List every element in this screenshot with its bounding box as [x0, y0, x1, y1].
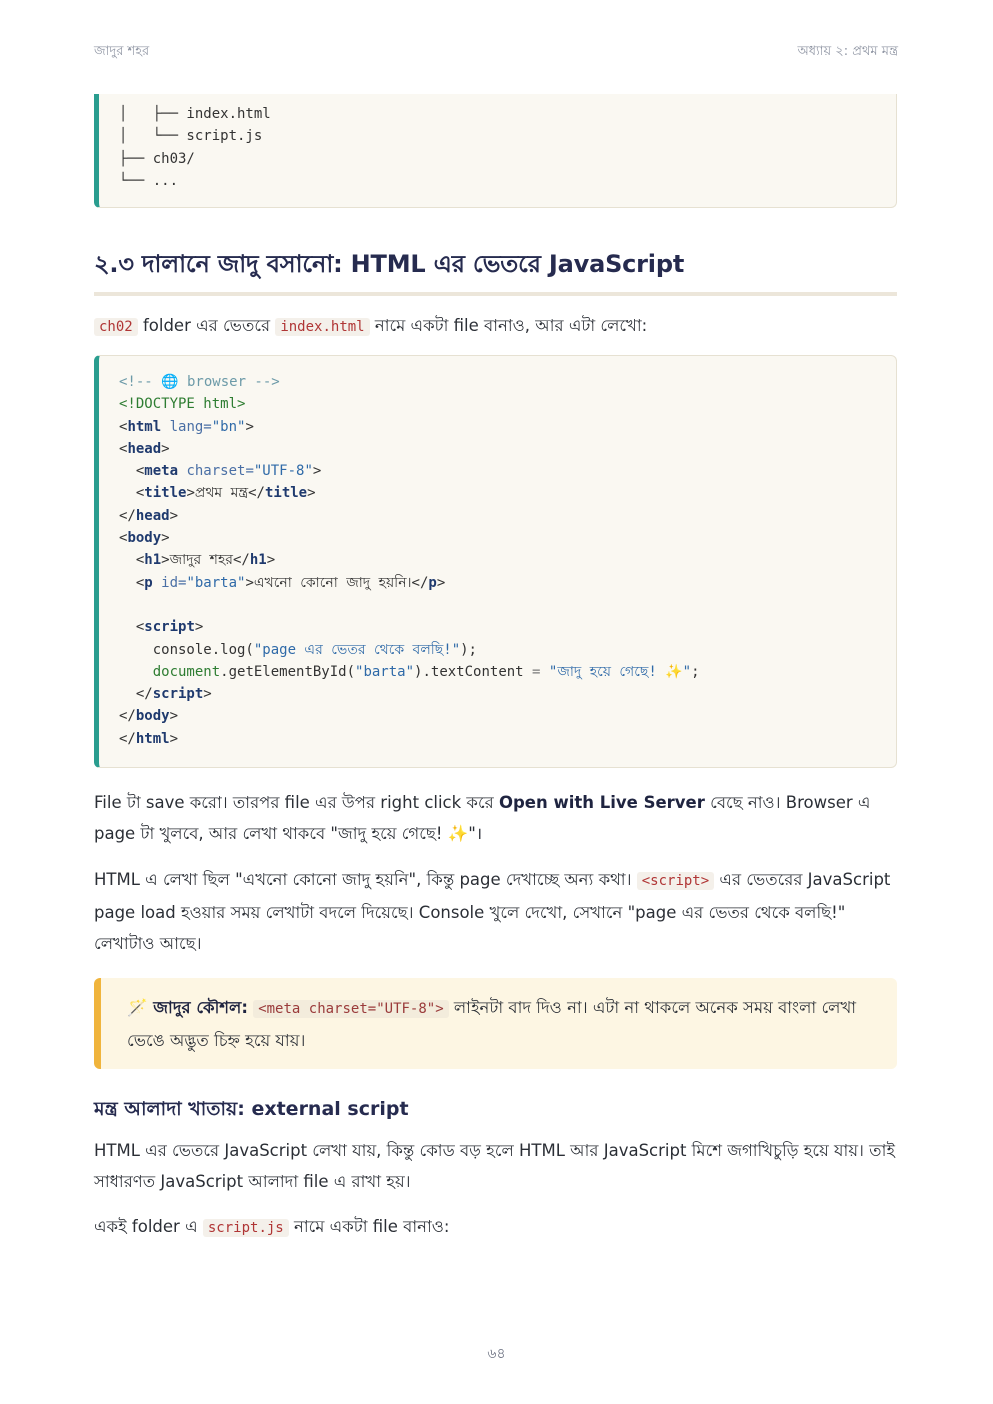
code-punct: </ [119, 686, 153, 703]
code-tag: meta [144, 463, 179, 480]
tree-line: │ └── script.js [119, 128, 263, 145]
code-line [119, 661, 876, 683]
code-punct: < [119, 418, 128, 435]
code-tag: p [428, 574, 437, 591]
code-attr: lang= [161, 418, 212, 435]
code-space [540, 664, 548, 680]
code-line [119, 527, 876, 549]
code-string: "barta" [355, 663, 415, 680]
tree-line: └── ... [119, 172, 179, 189]
code-punct: > [245, 418, 254, 435]
code-line [119, 371, 876, 393]
code-text: >এখনো কোনো জাদু হয়নি।</ [245, 574, 429, 591]
folder-tree-code-block [94, 94, 897, 208]
code-line [119, 639, 876, 661]
code-line [119, 728, 876, 750]
inline-code-script-file: script.js [203, 1219, 289, 1237]
code-punct: < [119, 574, 145, 591]
code-punct: > [169, 507, 179, 524]
code-tag: html [127, 418, 162, 435]
paragraph-text: বেছে নাও। Browser এ page টা খুলবে, আর লেখা থাকবে "জাদু হয়ে গেছে! ✨"। [94, 793, 871, 843]
code-punct: > [161, 440, 170, 457]
code-text: >জাদুর শহর</ [161, 552, 250, 569]
code-punct: > [169, 708, 179, 725]
code-line [119, 705, 876, 727]
code-text: >প্রথম মন্ত্র</ [186, 485, 265, 502]
explanation-paragraph [94, 864, 897, 959]
code-punct: ; [691, 663, 700, 680]
code-indent [119, 664, 153, 680]
code-operator: = [532, 663, 541, 680]
paragraph-text: HTML এ লেখা ছিল "এখনো কোনো জাদু হয়নি", কিন্তু page দেখাচ্ছে অন্য কথা। [94, 870, 637, 889]
code-line [119, 460, 876, 482]
code-punct: > [436, 574, 446, 591]
code-attr: id= [152, 574, 187, 591]
inline-code-filename: index.html [275, 318, 369, 336]
live-server-paragraph [94, 787, 897, 849]
code-tag: title [264, 485, 308, 502]
code-tag: script [152, 686, 204, 703]
subsection-heading: মন্ত্র আলাদা খাতায়: external script [94, 1098, 409, 1120]
code-object: document [152, 663, 221, 680]
code-punct: </ [119, 708, 136, 725]
code-string: "bn" [211, 418, 246, 435]
tree-line: ├── ch03/ [119, 150, 195, 167]
running-header-book-title: জাদুর শহর [94, 44, 150, 59]
code-punct: > [203, 686, 212, 703]
code-tag: script [144, 619, 195, 636]
code-line [119, 416, 876, 438]
running-header-chapter-title: অধ্যায় ২: প্রথম মন্ত্র [797, 44, 898, 59]
code-line [119, 683, 876, 705]
code-tag: p [144, 574, 153, 591]
code-punct: > [266, 552, 276, 569]
code-punct: < [119, 485, 145, 502]
code-punct: < [119, 530, 128, 547]
intro-paragraph [94, 310, 897, 343]
heading-underline [94, 292, 897, 296]
code-tag: h1 [249, 552, 267, 569]
code-line-blank [119, 594, 876, 616]
code-tag: h1 [144, 552, 162, 569]
code-tag: title [144, 485, 187, 502]
code-line [119, 549, 876, 571]
create-script-paragraph [94, 1211, 897, 1244]
code-tag: html [135, 730, 170, 747]
code-line [119, 616, 876, 638]
intro-text: নামে একটা file বানাও, আর এটা লেখো: [369, 316, 648, 335]
code-tag: body [135, 708, 170, 725]
code-line [119, 572, 876, 594]
code-punct: > [161, 530, 170, 547]
code-string: "page এর ভেতর থেকে বলছি!" [253, 641, 461, 658]
code-punct: ); [460, 641, 477, 658]
code-string: "barta" [186, 574, 246, 591]
code-attr: charset= [178, 463, 254, 480]
bold-text: Open with Live Server [498, 793, 705, 812]
code-text: .getElementById( [220, 663, 356, 680]
code-string: "জাদু হয়ে গেছে! ✨" [548, 663, 692, 680]
code-punct: > [169, 730, 179, 747]
code-punct: > [312, 463, 322, 480]
code-tag: head [127, 440, 162, 457]
code-doctype: <!DOCTYPE html> [119, 396, 246, 413]
section-heading: ২.৩ দালানে জাদু বসানো: HTML এর ভেতরে JavaScript [94, 250, 685, 278]
code-line [119, 393, 876, 415]
page-number: ৬৪ [487, 1346, 506, 1362]
code-punct: < [119, 463, 145, 480]
code-punct: > [307, 485, 316, 502]
intro-text: folder এর ভেতরে [137, 316, 276, 335]
code-punct: </ [119, 730, 136, 747]
code-comment: <!-- 🌐 browser --> [119, 374, 280, 390]
code-tag: head [135, 507, 170, 524]
code-punct: > [194, 619, 204, 636]
paragraph-text: এর ভেতরের JavaScript page load হওয়ার সময় লেখাটা বদলে দিয়েছে। Console খুলে দেখো, সেখানে "page এর ভেতর থেকে বলছি!" লেখাটাও আছে। [94, 870, 891, 953]
external-script-paragraph: HTML এর ভেতরে JavaScript লেখা যায়, কিন্তু কোড বড় হলে HTML আর JavaScript মিশে জগাখিচুড়ি হয়ে যায়। তাই সাধারণত JavaScript আলাদা file এ রাখা হয়। [94, 1141, 895, 1191]
magic-tip-callout [94, 978, 897, 1069]
inline-code-script-tag: <script> [637, 872, 714, 890]
code-text: ).textContent [414, 663, 533, 680]
inline-code-folder: ch02 [94, 318, 138, 336]
paragraph-text: নামে একটা file বানাও: [288, 1217, 450, 1236]
paragraph-text: একই folder এ [94, 1217, 203, 1236]
tip-text: লাইনটা বাদ দিও না। এটা না থাকলে অনেক সময় বাংলা লেখা ভেঙে অদ্ভুত চিহ্ন হয়ে যায়। [127, 998, 857, 1050]
code-line [119, 482, 876, 504]
tree-line: │ ├── index.html [119, 106, 271, 122]
html-code-block [94, 355, 897, 768]
code-punct: </ [119, 507, 136, 524]
tip-label: 🪄 জাদুর কৌশল: [127, 998, 248, 1017]
code-line [119, 505, 876, 527]
code-tag: body [127, 530, 162, 547]
code-punct: < [119, 440, 128, 457]
code-punct: < [119, 619, 145, 636]
paragraph-text: File টা save করো। তারপর file এর উপর right click করে [94, 793, 499, 812]
code-string: "UTF-8" [253, 463, 313, 480]
inline-code-meta: <meta charset="UTF-8"> [253, 1000, 448, 1018]
code-punct: < [119, 552, 145, 569]
code-line [119, 438, 876, 460]
code-text: console.log( [119, 641, 254, 658]
